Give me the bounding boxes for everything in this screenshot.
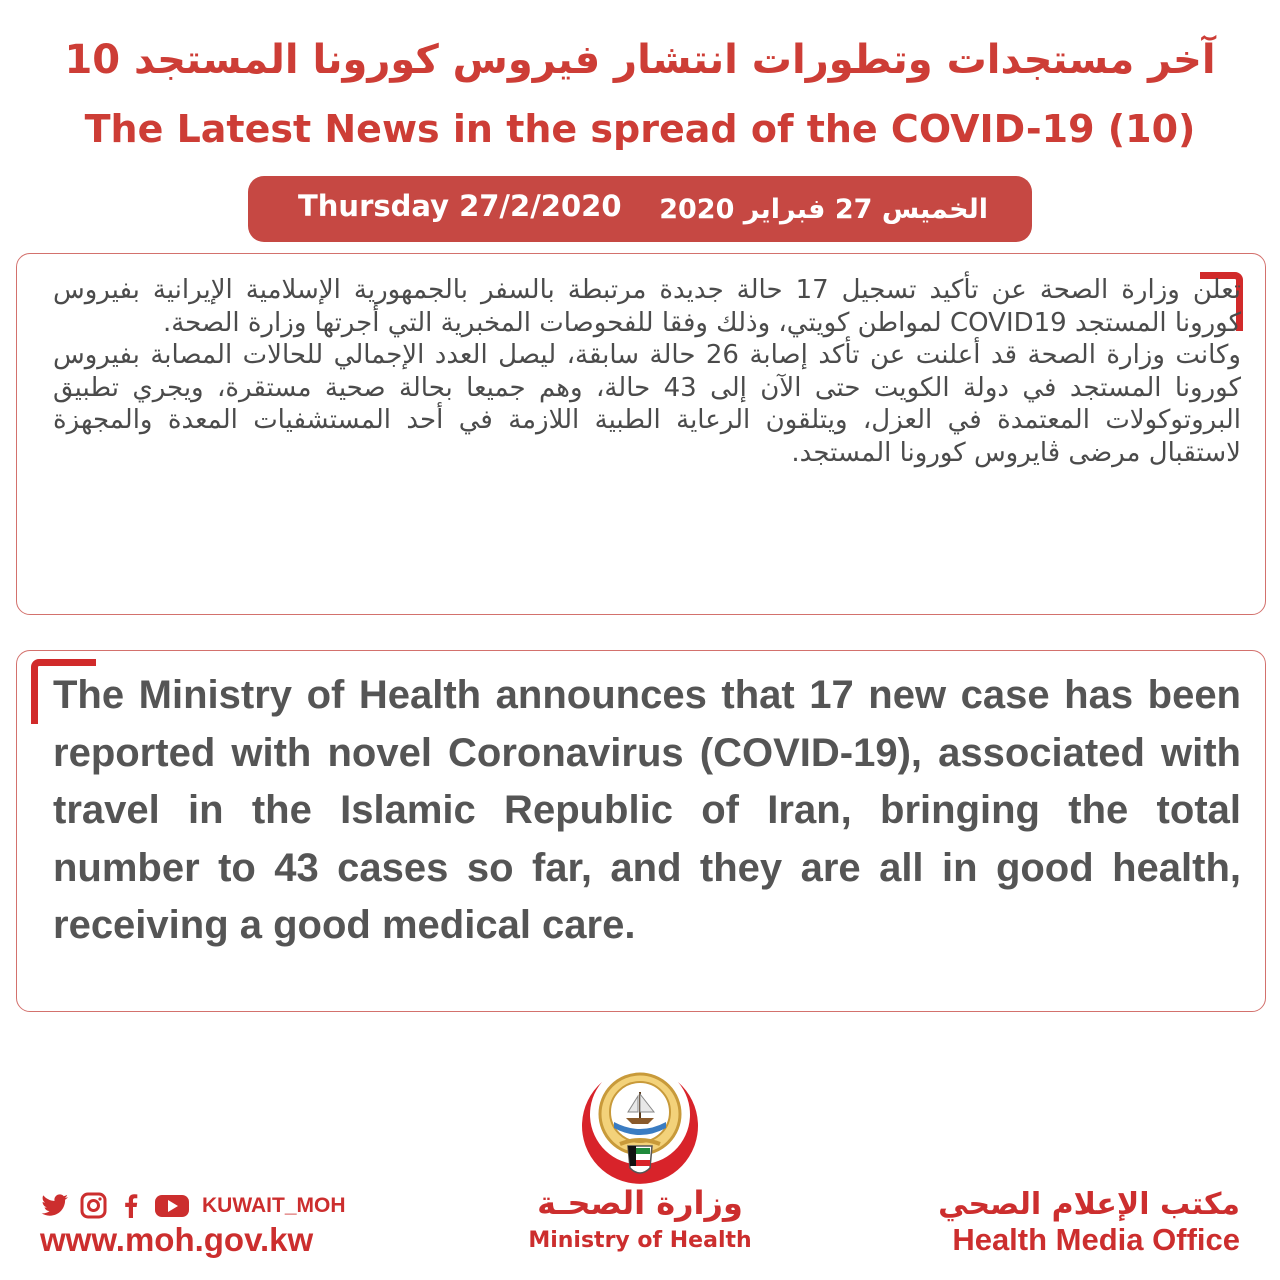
ministry-name-english: Ministry of Health <box>528 1228 752 1253</box>
youtube-icon[interactable] <box>154 1192 190 1220</box>
social-handle[interactable]: KUWAIT_MOH <box>202 1194 346 1217</box>
instagram-icon[interactable] <box>78 1192 108 1220</box>
english-statement-text: The Ministry of Health announces that 17 new case has been reported with novel Coronavirus (COVID-19), associated with travel in the Islamic Republic of Iran, bringing the total number to 43 cases so far, and they are all in good health, receiving a good medical care. <box>53 673 1241 947</box>
ministry-emblem-logo <box>572 1062 708 1198</box>
english-statement-box <box>16 650 1266 1012</box>
social-row <box>40 1191 346 1221</box>
page-title-english: The Latest News in the spread of the COVID-19 (10) <box>84 107 1196 151</box>
health-media-office-english: Health Media Office <box>952 1222 1240 1257</box>
date-english: Thursday 27/2/2020 <box>298 189 622 223</box>
website-link[interactable]: www.moh.gov.kw <box>40 1221 314 1258</box>
health-media-office-arabic: مكتب الإعلام الصحي <box>938 1187 1240 1222</box>
arabic-statement-box <box>16 253 1266 615</box>
page-title-arabic: آخر مستجدات وتطورات انتشار فيروس كورونا المستجد 10 <box>64 37 1216 83</box>
ministry-name-arabic: وزارة الصحـة <box>537 1184 743 1222</box>
twitter-icon[interactable] <box>40 1192 70 1220</box>
date-arabic: الخميس 27 فبراير 2020 <box>659 194 988 225</box>
arabic-statement-text <box>53 274 1241 469</box>
facebook-icon[interactable] <box>116 1192 146 1220</box>
arabic-paragraph-2: وكانت وزارة الصحة قد أعلنت عن تأكد إصابة 26 حالة سابقة، ليصل العدد الإجمالي للحالات المصابة بفيروس كورونا المستجد في دولة الكويت حتى الآن إلى 43 حالة، وهم جميعا بحالة صحية مستقرة، ويجري تطبيق البروتوكولات المعتمدة في العزل، ويتلقون الرعاية الطبية اللازمة في أحد المستشفيات المعدة والمجهزة لاستقبال مرضى ڤايروس كورونا المستجد. <box>53 340 1241 468</box>
arabic-paragraph-1: تعلن وزارة الصحة عن تأكيد تسجيل 17 حالة جديدة مرتبطة بالسفر بالجمهورية الإسلامية الإيرانية بفيروس كورونا المستجد COVID19 لمواطن كويتي، وذلك وفقا للفحوصات المخبرية التي أجرتها وزارة الصحة. <box>53 275 1242 338</box>
